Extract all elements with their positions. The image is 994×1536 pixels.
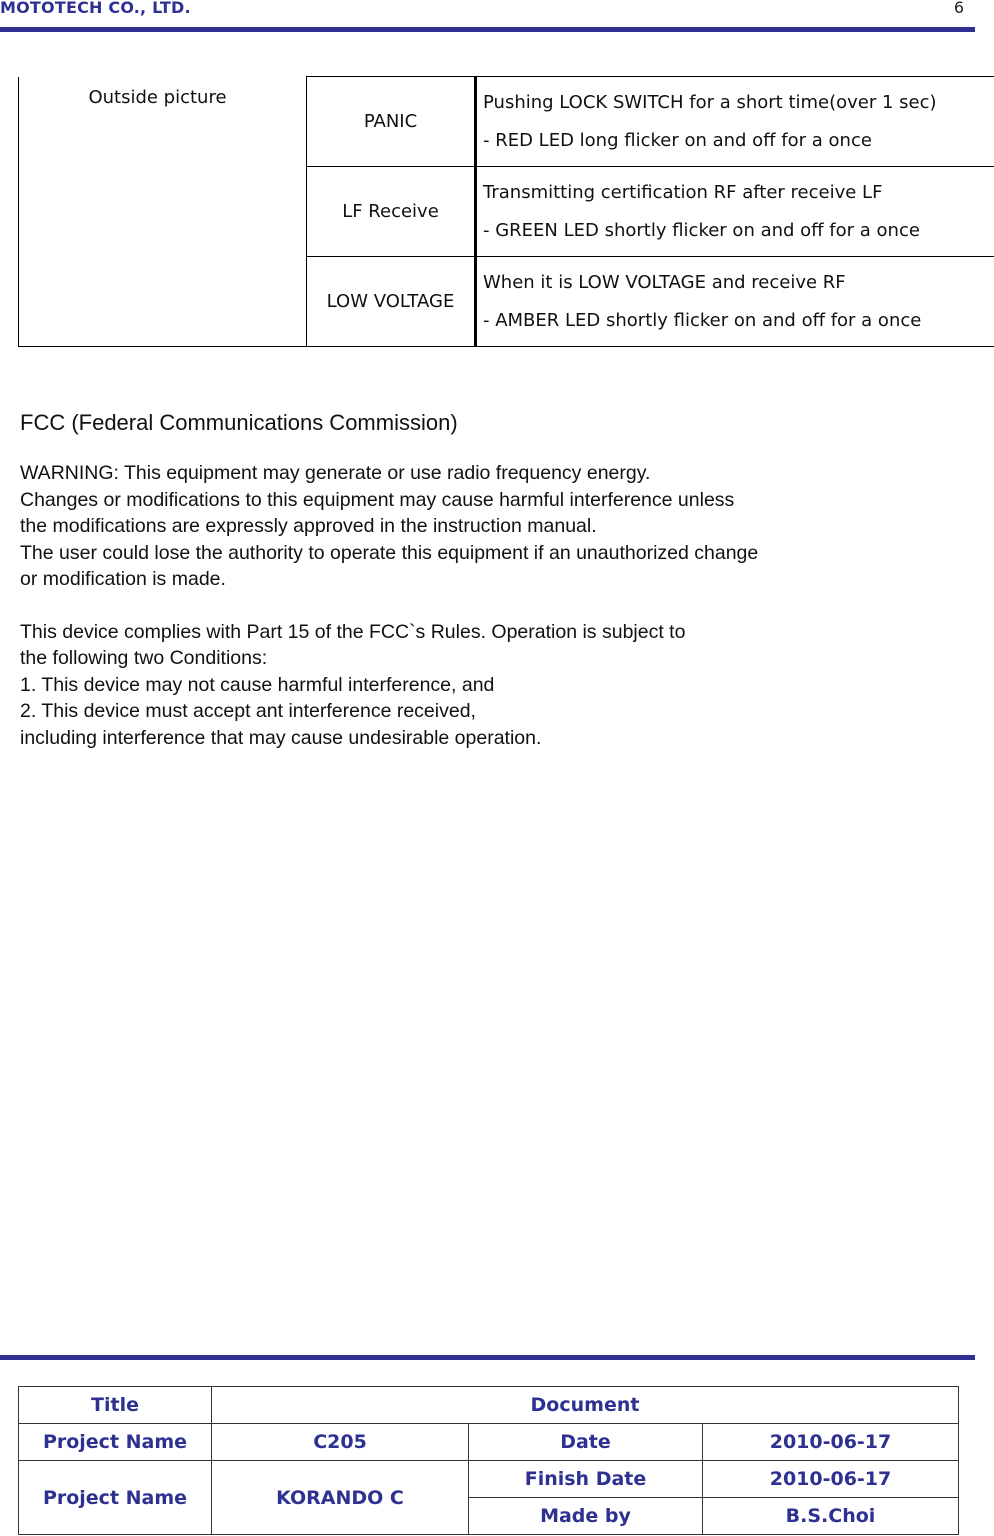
date-label: Date	[469, 1424, 703, 1461]
description-line: Transmitting certification RF after receive LF	[483, 181, 883, 203]
table-row	[19, 77, 994, 167]
made-by-value: B.S.Choi	[703, 1498, 959, 1535]
made-by-label: Made by	[469, 1498, 703, 1535]
fcc-compliance-line: 1. This device may not cause harmful interference, and	[20, 673, 495, 696]
fcc-compliance-line: This device complies with Part 15 of the FCC`s Rules. Operation is subject to	[20, 620, 686, 643]
fcc-warning-line: Changes or modifications to this equipment may cause harmful interference unless	[20, 488, 735, 511]
fcc-warning-line: or modification is made.	[20, 568, 226, 590]
function-name: LF Receive	[307, 167, 476, 257]
company-name: MOTOTECH CO., LTD.	[0, 0, 191, 17]
fcc-compliance-line: including interference that may cause undesirable operation.	[20, 726, 542, 749]
table-row	[19, 1387, 959, 1424]
fcc-compliance-line: the following two Conditions:	[20, 647, 268, 669]
fcc-title: FCC (Federal Communications Commission)	[20, 410, 458, 435]
function-description	[476, 167, 994, 257]
function-description	[476, 257, 994, 347]
project-name-value: KORANDO C	[212, 1461, 469, 1535]
table-row	[19, 1424, 959, 1461]
date-value: 2010-06-17	[703, 1424, 959, 1461]
description-line: - AMBER LED shortly flicker on and off for a once	[483, 309, 922, 331]
description-line: - GREEN LED shortly flicker on and off for a once	[483, 219, 920, 241]
title-label: Title	[19, 1387, 212, 1424]
function-description	[476, 77, 994, 167]
page-number: 6	[953, 0, 964, 17]
function-name: PANIC	[307, 77, 476, 167]
description-line: - RED LED long flicker on and off for a once	[483, 129, 872, 151]
description-line: Pushing LOCK SWITCH for a short time(over 1 sec)	[483, 91, 937, 113]
table-row	[19, 1461, 959, 1498]
description-line: When it is LOW VOLTAGE and receive RF	[483, 271, 846, 293]
led-function-table	[18, 76, 994, 347]
project-name-label: Project Name	[19, 1424, 212, 1461]
fcc-warning-line: The user could lose the authority to operate this equipment if an unauthorized change	[20, 541, 759, 564]
title-value: Document	[212, 1387, 959, 1424]
project-name-label: Project Name	[19, 1461, 212, 1535]
function-name: LOW VOLTAGE	[307, 257, 476, 347]
fcc-compliance-line: 2. This device must accept ant interference received,	[20, 700, 476, 722]
header-rule	[0, 27, 975, 32]
outside-picture-cell: Outside picture	[19, 77, 307, 347]
footer-rule	[0, 1355, 975, 1360]
fcc-warning-line: WARNING: This equipment may generate or use radio frequency energy.	[20, 462, 651, 484]
document-info-table	[18, 1386, 959, 1535]
fcc-statement	[20, 410, 758, 751]
project-code: C205	[212, 1424, 469, 1461]
finish-date-label: Finish Date	[469, 1461, 703, 1498]
finish-date-value: 2010-06-17	[703, 1461, 959, 1498]
fcc-warning-line: the modifications are expressly approved in the instruction manual.	[20, 515, 597, 537]
